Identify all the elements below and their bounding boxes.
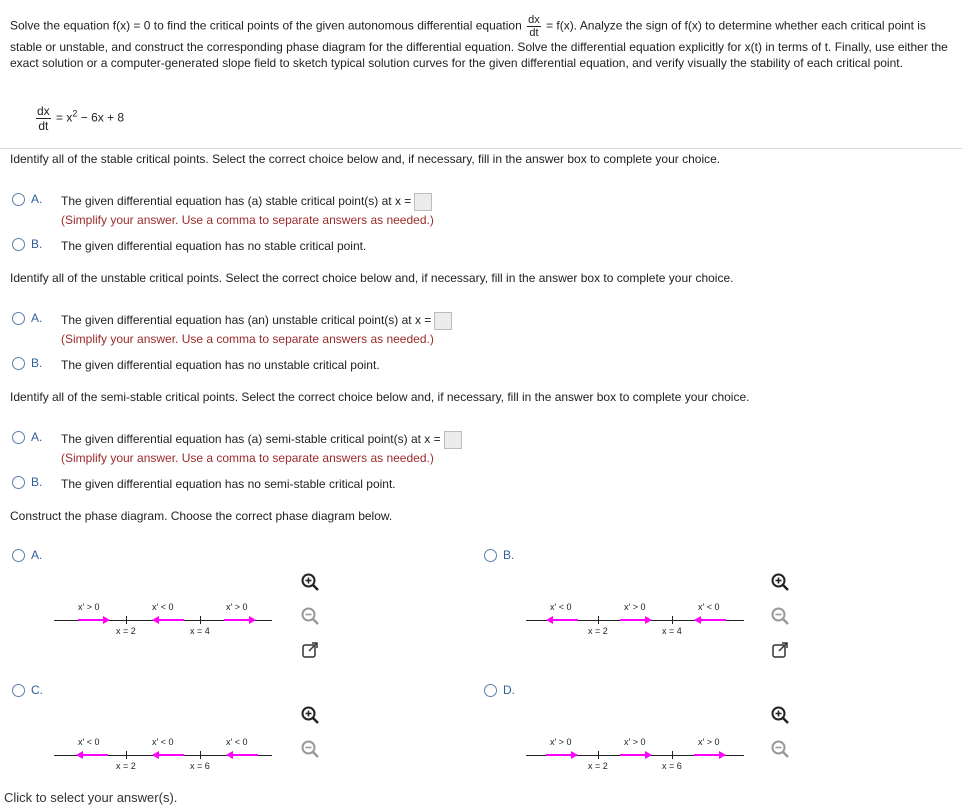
zoom-out-icon[interactable] xyxy=(770,606,790,626)
divider xyxy=(0,148,962,149)
region-label: x′ < 0 xyxy=(698,602,720,612)
footer-instruction: Click to select your answer(s). xyxy=(4,790,178,805)
question-semistable: Identify all of the semi-stable critical points. Select the correct choice below and, if necessary, fill in the answer box to complete your choice. xyxy=(10,390,750,404)
region-label: x′ < 0 xyxy=(550,602,572,612)
q3-choice-b[interactable]: B. The given differential equation has no semi-stable critical point. xyxy=(12,475,396,494)
radio-button[interactable] xyxy=(12,193,25,206)
option-c[interactable]: C. xyxy=(12,683,43,697)
tick xyxy=(126,616,127,624)
zoom-out-icon[interactable] xyxy=(770,739,790,759)
popout-icon[interactable] xyxy=(770,640,790,660)
arrow-right xyxy=(78,619,104,621)
radio-button[interactable] xyxy=(12,431,25,444)
answer-box[interactable] xyxy=(414,193,432,211)
tick xyxy=(598,751,599,759)
zoom-out-icon[interactable] xyxy=(300,739,320,759)
question-stable: Identify all of the stable critical points. Select the correct choice below and, if necessary, fill in the answer box to complete your choice. xyxy=(10,152,721,166)
point-label: x = 6 xyxy=(190,761,210,771)
arrow-left xyxy=(82,754,108,756)
region-label: x′ < 0 xyxy=(226,737,248,747)
answer-box[interactable] xyxy=(444,431,462,449)
zoom-in-icon[interactable] xyxy=(770,572,790,592)
region-label: x′ > 0 xyxy=(624,737,646,747)
q1-choice-a[interactable]: A. The given differential equation has (a) stable critical point(s) at x = (Simplify your answer. Use a comma to separate answers as needed.) xyxy=(12,192,434,230)
option-a[interactable]: A. xyxy=(12,548,42,562)
region-label: x′ > 0 xyxy=(78,602,100,612)
option-d[interactable]: D. xyxy=(484,683,515,697)
radio-button[interactable] xyxy=(484,549,497,562)
region-label: x′ > 0 xyxy=(226,602,248,612)
question-phase-diagram: Construct the phase diagram. Choose the correct phase diagram below. xyxy=(10,509,393,523)
point-label: x = 2 xyxy=(588,626,608,636)
zoom-in-icon[interactable] xyxy=(300,705,320,725)
point-label: x = 2 xyxy=(116,626,136,636)
arrow-right xyxy=(546,754,572,756)
arrow-left xyxy=(552,619,578,621)
arrow-right xyxy=(694,754,720,756)
region-label: x′ > 0 xyxy=(624,602,646,612)
radio-button[interactable] xyxy=(12,312,25,325)
radio-button[interactable] xyxy=(12,357,25,370)
arrow-left xyxy=(158,754,184,756)
question-unstable: Identify all of the unstable critical points. Select the correct choice below and, if necessary, fill in the answer box to complete your choice. xyxy=(10,271,734,285)
tick xyxy=(672,616,673,624)
q2-choice-b[interactable]: B. The given differential equation has no unstable critical point. xyxy=(12,356,380,375)
popout-icon[interactable] xyxy=(300,640,320,660)
radio-button[interactable] xyxy=(12,238,25,251)
point-label: x = 2 xyxy=(588,761,608,771)
radio-button[interactable] xyxy=(12,684,25,697)
zoom-in-icon[interactable] xyxy=(300,572,320,592)
zoom-out-icon[interactable] xyxy=(300,606,320,626)
q2-choice-a[interactable]: A. The given differential equation has (an) unstable critical point(s) at x = (Simplify your answer. Use a comma to separate answers as needed.) xyxy=(12,311,452,349)
tick xyxy=(200,616,201,624)
differential-equation: $\frac{dx}{dt}$ = $x^2 - 6x + 8$ xyxy=(37,104,125,133)
arrow-right xyxy=(620,619,646,621)
dxdt-fraction: $\frac{dx}{dt}$ xyxy=(528,14,540,39)
point-label: x = 6 xyxy=(662,761,682,771)
arrow-left xyxy=(700,619,726,621)
tick xyxy=(672,751,673,759)
arrow-right xyxy=(620,754,646,756)
arrow-left xyxy=(232,754,258,756)
answer-box[interactable] xyxy=(434,312,452,330)
option-b[interactable]: B. xyxy=(484,548,514,562)
tick xyxy=(200,751,201,759)
region-label: x′ < 0 xyxy=(152,737,174,747)
tick xyxy=(126,751,127,759)
arrow-right xyxy=(224,619,250,621)
region-label: x′ > 0 xyxy=(550,737,572,747)
tick xyxy=(598,616,599,624)
radio-button[interactable] xyxy=(12,476,25,489)
q3-choice-a[interactable]: A. The given differential equation has (a) semi-stable critical point(s) at x = (Simplify your answer. Use a comma to separate answers as needed.) xyxy=(12,430,462,468)
zoom-in-icon[interactable] xyxy=(770,705,790,725)
point-label: x = 2 xyxy=(116,761,136,771)
radio-button[interactable] xyxy=(484,684,497,697)
point-label: x = 4 xyxy=(190,626,210,636)
region-label: x′ > 0 xyxy=(698,737,720,747)
region-label: x′ < 0 xyxy=(78,737,100,747)
point-label: x = 4 xyxy=(662,626,682,636)
radio-button[interactable] xyxy=(12,549,25,562)
q1-choice-b[interactable]: B. The given differential equation has no stable critical point. xyxy=(12,237,366,256)
region-label: x′ < 0 xyxy=(152,602,174,612)
problem-statement: Solve the equation f(x) = 0 to find the critical points of the given autonomous differential equation $\frac{dx}{dt}$ = f(x). Analyze the sign of f(x) to determine whether each critical point is stable or unstable, and construct the corresponding phase diagram for the differential equation. Solve the differential equation explicitly for x(t) in terms of t. Finally, use either the exact solution or a computer-generated slope field to sketch typical solution curves for the given differential equation, and verify visually the stability of each critical point. xyxy=(10,14,948,70)
arrow-left xyxy=(158,619,184,621)
